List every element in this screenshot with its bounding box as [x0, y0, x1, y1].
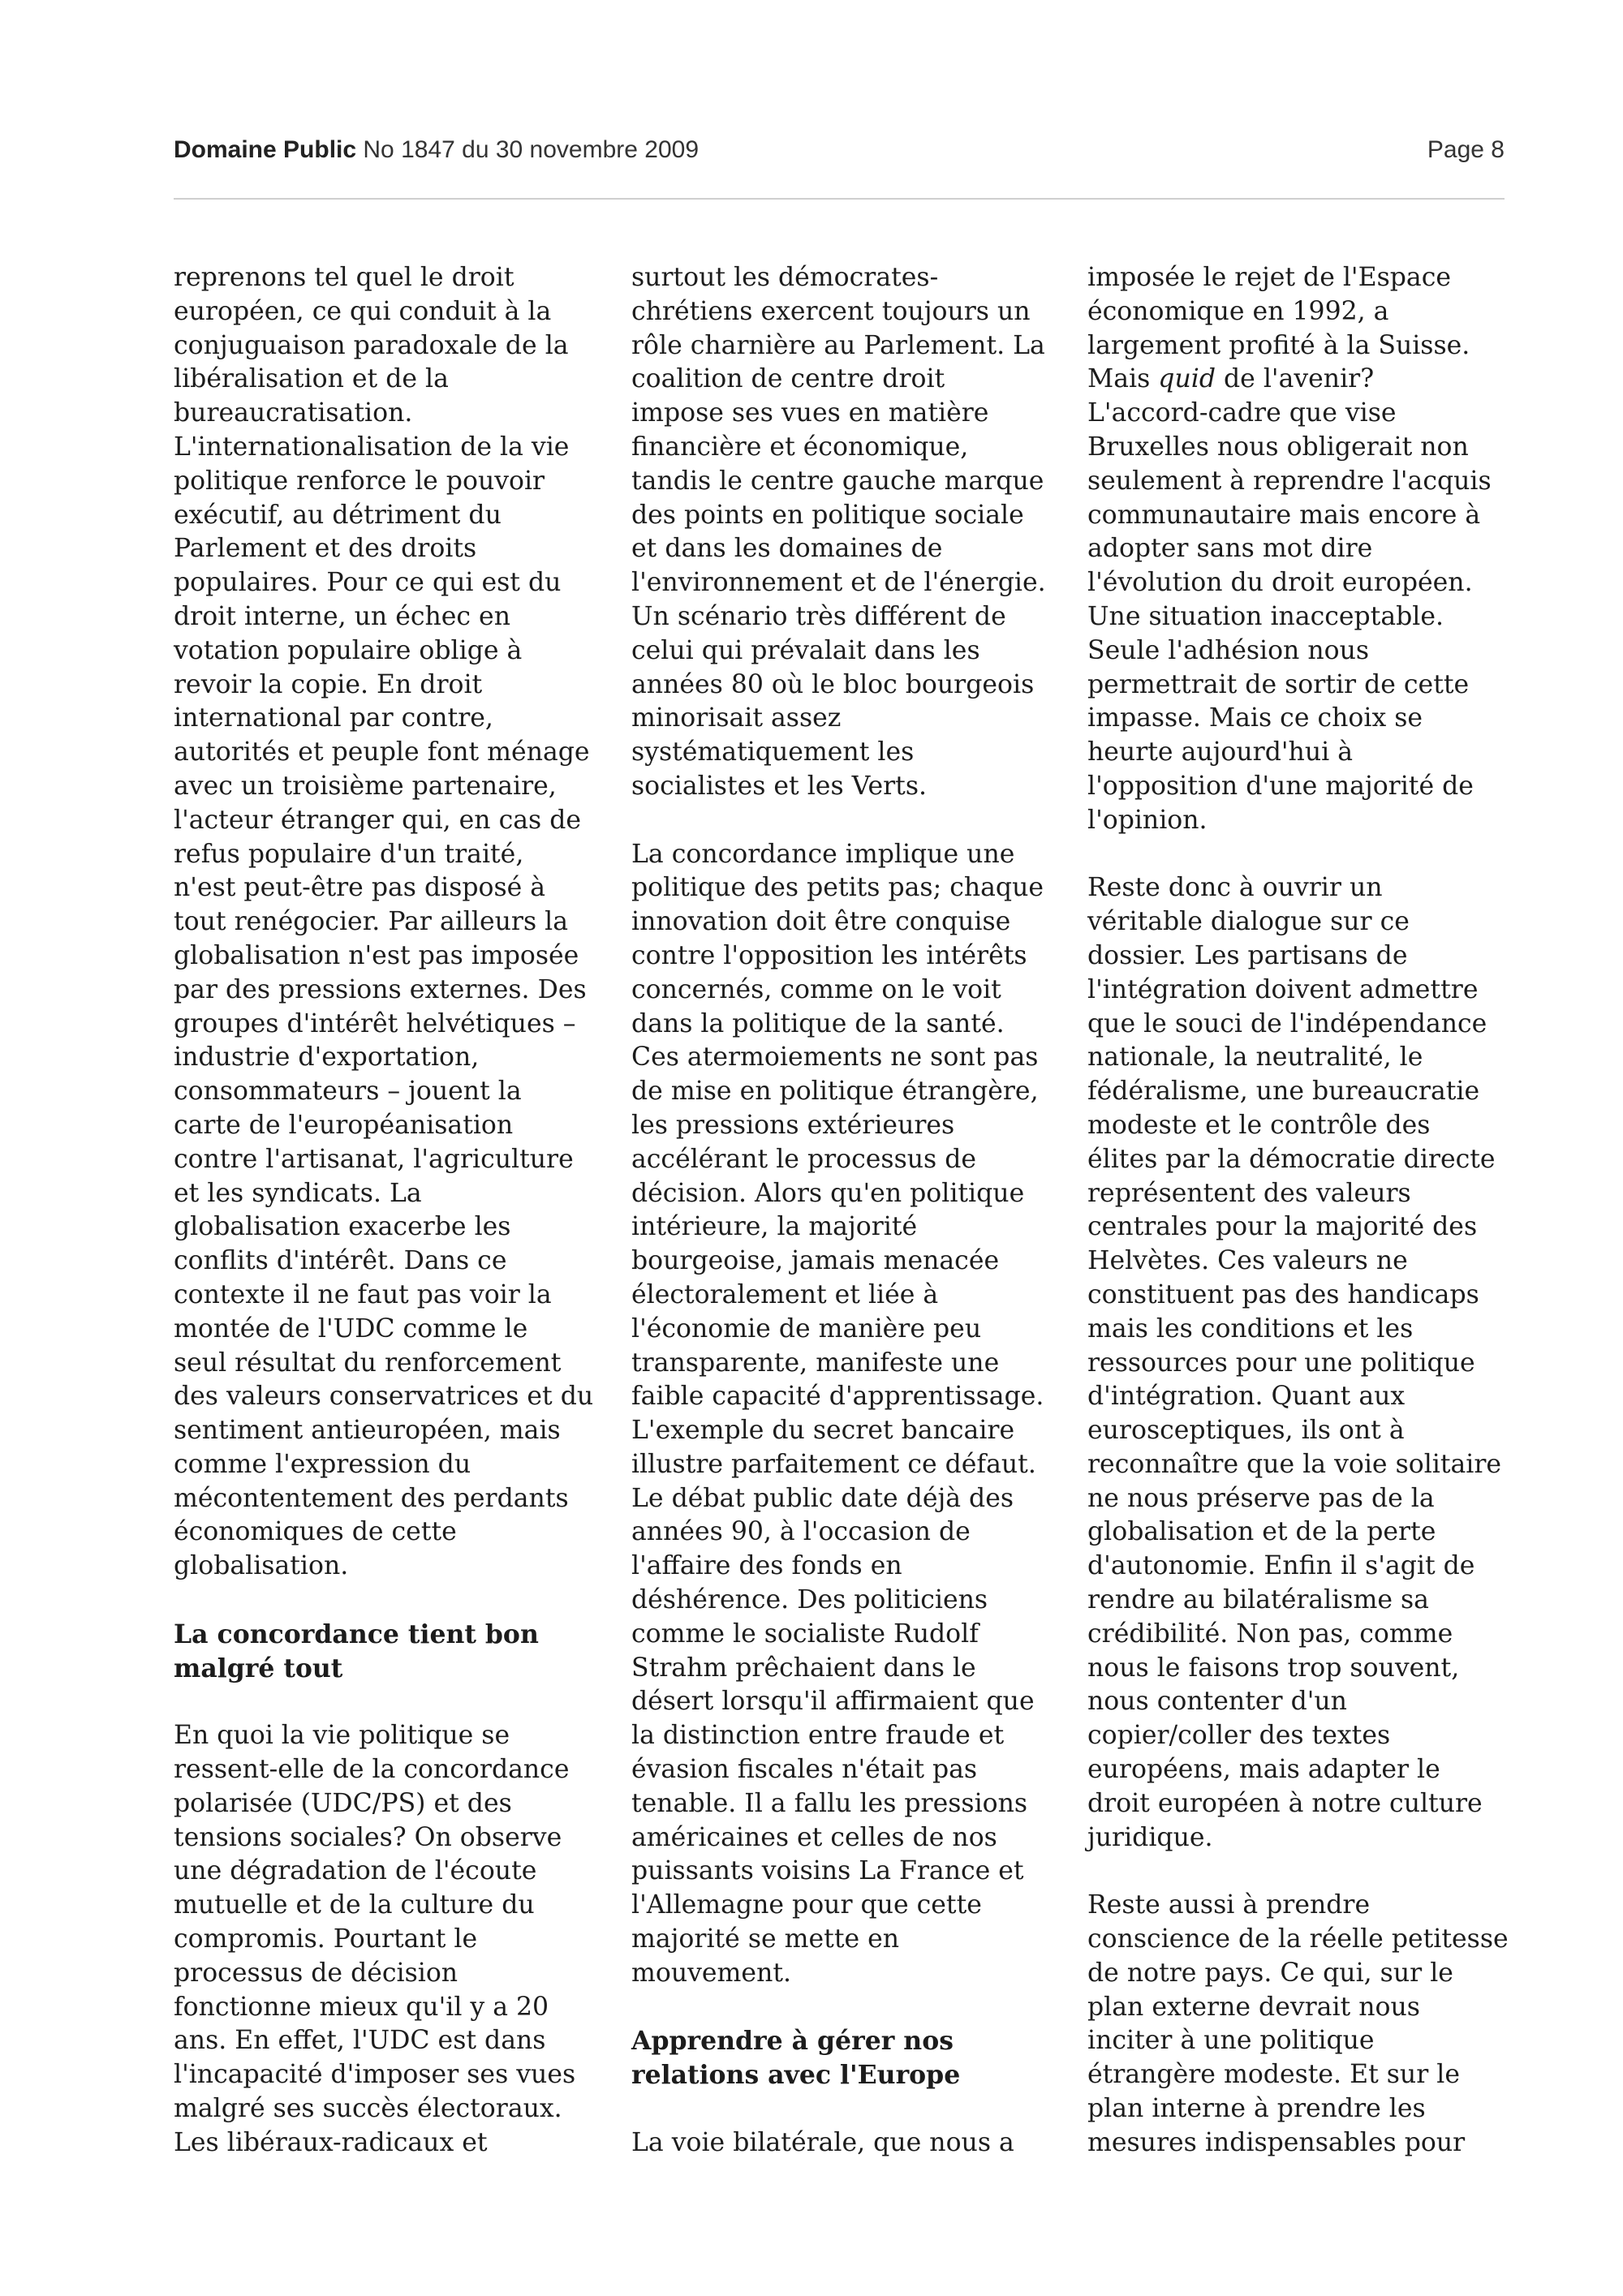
text-line: La voie bilatérale, que nous a [631, 2127, 1014, 2157]
text-line: revoir la copie. En droit [174, 669, 483, 699]
text-line: refus populaire d'un traité, [174, 839, 524, 869]
text-line: années 80 où le bloc bourgeois [631, 669, 1035, 699]
text-line: conjuguaison paradoxale de la [174, 330, 569, 360]
text-line: La concordance tient bon [174, 1619, 539, 1649]
paragraph-gap [174, 1685, 612, 1719]
text-line: accélérant le processus de [631, 1144, 977, 1174]
text-line: financière et économique, [631, 432, 969, 462]
paragraph [174, 261, 612, 1584]
text-line: l'Allemagne pour que cette [631, 1890, 982, 1920]
text-fragment: de l'avenir? [1216, 364, 1375, 394]
text-line: économique en 1992, a [1087, 296, 1389, 326]
text-line [1087, 363, 1526, 397]
text-line: Une situation inacceptable. [1087, 601, 1444, 631]
text-line: socialistes et les Verts. [631, 771, 928, 801]
text-line: malgré ses succès électoraux. [174, 2094, 562, 2124]
text-line: la distinction entre fraude et [631, 1721, 1005, 1751]
text-line: inciter à une politique [1087, 2026, 1375, 2056]
text-line: Apprendre à gérer nos [631, 2026, 954, 2057]
text-line: copier/coller des textes [1087, 1721, 1391, 1751]
section-heading [631, 2024, 1070, 2092]
text-line: Seule l'adhésion nous [1087, 635, 1370, 665]
text-line: fédéralisme, une bureaucratie [1087, 1077, 1480, 1107]
text-line: L'accord-cadre que vise [1087, 398, 1397, 428]
text-line: que le souci de l'indépendance [1087, 1008, 1487, 1038]
text-line: et dans les domaines de [631, 534, 943, 564]
text-line: innovation doit être conquise [631, 907, 1011, 937]
text-line: désert lorsqu'il affirmaient que [631, 1687, 1035, 1717]
text-line: véritable dialogue sur ce [1087, 907, 1410, 937]
text-line: bureaucratisation. [174, 398, 413, 428]
text-line: surtout les démocrates- [631, 263, 939, 292]
text-line: reprenons tel quel le droit [174, 263, 514, 292]
text-line: l'opinion. [1087, 805, 1208, 835]
text-line: l'acteur étranger qui, en cas de [174, 805, 582, 835]
text-line: nous contenter d'un [1087, 1687, 1347, 1717]
text-line: avec un troisième partenaire, [174, 771, 557, 801]
text-line: décision. Alors qu'en politique [631, 1178, 1025, 1208]
text-line: par des pressions externes. Des [174, 974, 587, 1004]
text-line: malgré tout [174, 1653, 343, 1683]
text-line: dossier. Les partisans de [1087, 940, 1408, 970]
text-line: l'affaire des fonds en [631, 1551, 902, 1581]
text-line: intérieure, la majorité [631, 1212, 918, 1242]
text-line: carte de l'européanisation [174, 1110, 514, 1140]
text-line: heurte aujourd'hui à [1087, 737, 1353, 767]
text-line: adopter sans mot dire [1087, 534, 1373, 564]
issue-info: No 1847 du 30 novembre 2009 [363, 136, 700, 163]
text-line: conscience de la réelle petitesse [1087, 1924, 1509, 1954]
paragraph [631, 261, 1070, 804]
text-line: Le débat public date déjà des [631, 1483, 1014, 1513]
text-line: mais les conditions et les [1087, 1314, 1414, 1344]
text-line: ressources pour une politique [1087, 1348, 1475, 1378]
text-line: groupes d'intérêt helvétiques – [174, 1008, 576, 1038]
text-line: Strahm prêchaient dans le [631, 1653, 976, 1683]
text-line: consommateurs – jouent la [174, 1077, 522, 1107]
column-1 [174, 261, 612, 2161]
text-line: d'autonomie. Enfin il s'agit de [1087, 1551, 1475, 1581]
text-fragment: Mais [1087, 364, 1159, 394]
text-line: nationale, la neutralité, le [1087, 1043, 1423, 1073]
text-line: coalition de centre droit [631, 364, 945, 394]
text-line: des points en politique sociale [631, 500, 1024, 530]
header-divider [174, 198, 1505, 200]
column-3 [1087, 261, 1526, 2161]
text-line: impose ses vues en matière [631, 398, 989, 428]
text-line: libéralisation et de la [174, 364, 449, 394]
column-2 [631, 261, 1070, 2161]
text-line: élites par la démocratie directe [1087, 1144, 1496, 1174]
paragraph [1087, 1889, 1526, 2160]
text-line: des valeurs conservatrices et du [174, 1382, 594, 1412]
text-line: globalisation et de la perte [1087, 1517, 1436, 1547]
paragraph [1087, 871, 1526, 1855]
text-line: comme le socialiste Rudolf [631, 1619, 979, 1649]
text-line: américaines et celles de nos [631, 1822, 997, 1852]
text-line: évasion fiscales n'était pas [631, 1755, 978, 1785]
text-line: politique des petits pas; chaque [631, 873, 1044, 903]
text-line: montée de l'UDC comme le [174, 1314, 528, 1344]
publication-name: Domaine Public [174, 136, 357, 163]
text-line: mutuelle et de la culture du [174, 1890, 535, 1920]
text-line: ne nous préserve pas de la [1087, 1483, 1435, 1513]
text-line: largement profité à la Suisse. [1087, 330, 1470, 360]
text-line: électoralement et liée à [631, 1279, 939, 1309]
paragraph [1087, 261, 1526, 397]
text-line: illustre parfaitement ce défaut. [631, 1449, 1036, 1479]
text-line: exécutif, au détriment du [174, 500, 502, 530]
paragraph [631, 2126, 1070, 2161]
text-line: Ces atermoiements ne sont pas [631, 1043, 1039, 1073]
publication-line [174, 136, 699, 164]
text-line: Reste aussi à prendre [1087, 1890, 1371, 1920]
text-line: contre l'opposition les intérêts [631, 940, 1027, 970]
text-line: droit interne, un échec en [174, 601, 510, 631]
text-line: dans la politique de la santé. [631, 1008, 1005, 1038]
text-line: Parlement et des droits [174, 534, 477, 564]
text-line: industrie d'exportation, [174, 1043, 480, 1073]
paragraph-gap [631, 2092, 1070, 2126]
text-line: l'environnement et de l'énergie. [631, 568, 1046, 598]
text-line: les pressions extérieures [631, 1110, 955, 1140]
text-line: l'opposition d'une majorité de [1087, 771, 1474, 801]
text-line: Reste donc à ouvrir un [1087, 873, 1383, 903]
text-line: mesures indispensables pour [1087, 2127, 1466, 2157]
text-line: polarisée (UDC/PS) et des [174, 1788, 512, 1818]
text-line: mouvement. [631, 1958, 792, 1988]
text-line: globalisation n'est pas imposée [174, 940, 579, 970]
text-line: fonctionne mieux qu'il y a 20 [174, 1992, 549, 2022]
text-line: et les syndicats. La [174, 1178, 422, 1208]
text-line: rôle charnière au Parlement. La [631, 330, 1045, 360]
paragraph-gap [631, 1991, 1070, 2025]
text-line: droit européen à notre culture [1087, 1788, 1483, 1818]
paragraph-gap [1087, 1855, 1526, 1889]
text-line: mécontentement des perdants [174, 1483, 569, 1513]
text-line: l'intégration doivent admettre [1087, 974, 1479, 1004]
text-line: impasse. Mais ce choix se [1087, 703, 1423, 733]
text-line: Un scénario très différent de [631, 601, 1006, 631]
text-line: tenable. Il a fallu les pressions [631, 1788, 1028, 1818]
text-line: déshérence. Des politiciens [631, 1585, 988, 1615]
text-line: contre l'artisanat, l'agriculture [174, 1144, 574, 1174]
text-line: Les libéraux-radicaux et [174, 2127, 488, 2157]
paragraph [1087, 397, 1526, 837]
text-line: globalisation. [174, 1551, 349, 1581]
text-line: européen, ce qui conduit à la [174, 296, 552, 326]
text-line: une dégradation de l'écoute [174, 1856, 537, 1886]
text-line: votation populaire oblige à [174, 635, 523, 665]
text-line: étrangère modeste. Et sur le [1087, 2060, 1460, 2090]
text-line: centrales pour la majorité des [1087, 1212, 1478, 1242]
text-line: constituent pas des handicaps [1087, 1279, 1479, 1309]
paragraph-gap [1087, 838, 1526, 872]
text-line: n'est peut-être pas disposé à [174, 873, 546, 903]
text-line: l'économie de manière peu [631, 1314, 982, 1344]
text-line: sentiment antieuropéen, mais [174, 1416, 561, 1446]
text-line: plan interne à prendre les [1087, 2094, 1426, 2124]
text-line: transparente, manifeste une [631, 1348, 1000, 1378]
text-line: rendre au bilatéralisme sa [1087, 1585, 1429, 1615]
text-line: d'intégration. Quant aux [1087, 1382, 1406, 1412]
text-line: relations avec l'Europe [631, 2060, 961, 2091]
text-line: reconnaître que la voie solitaire [1087, 1449, 1502, 1479]
text-line: l'incapacité d'imposer ses vues [174, 2060, 576, 2090]
text-line: minorisait assez [631, 703, 842, 733]
text-line: permettrait de sortir de cette [1087, 669, 1470, 699]
text-line: celui qui prévalait dans les [631, 635, 980, 665]
paragraph [631, 838, 1070, 1991]
text-line: L'exemple du secret bancaire [631, 1416, 1015, 1446]
paragraph-gap [631, 804, 1070, 838]
text-line: majorité se mette en [631, 1924, 900, 1954]
text-line: contexte il ne faut pas voir la [174, 1279, 552, 1309]
text-line: chrétiens exercent toujours un [631, 296, 1031, 326]
text-line: processus de décision [174, 1958, 458, 1988]
text-line: de notre pays. Ce qui, sur le [1087, 1958, 1453, 1988]
text-line: En quoi la vie politique se [174, 1721, 510, 1751]
text-line: bourgeoise, jamais menacée [631, 1246, 1000, 1276]
text-line: tandis le centre gauche marque [631, 466, 1044, 496]
emphasis-text: quid [1158, 364, 1216, 394]
text-line: de mise en politique étrangère, [631, 1077, 1039, 1107]
text-line: international par contre, [174, 703, 493, 733]
page-number: Page 8 [1427, 136, 1505, 163]
text-line: communautaire mais encore à [1087, 500, 1481, 530]
text-line: tensions sociales? On observe [174, 1822, 562, 1852]
text-line: années 90, à l'occasion de [631, 1517, 971, 1547]
text-line: L'internationalisation de la vie [174, 432, 570, 462]
text-line: concernés, comme on le voit [631, 974, 1001, 1004]
text-line: juridique. [1087, 1822, 1213, 1852]
text-line: eurosceptiques, ils ont à [1087, 1416, 1405, 1446]
paragraph [174, 1719, 612, 2160]
paragraph-gap [174, 1584, 612, 1618]
text-line: plan externe devrait nous [1087, 1992, 1420, 2022]
text-line: européens, mais adapter le [1087, 1755, 1440, 1785]
text-line: populaires. Pour ce qui est du [174, 568, 562, 598]
text-line: conflits d'intérêt. Dans ce [174, 1246, 507, 1276]
text-line: économiques de cette [174, 1517, 457, 1547]
text-line: tout renégocier. Par ailleurs la [174, 907, 568, 937]
text-line: seulement à reprendre l'acquis [1087, 466, 1492, 496]
text-line: autorités et peuple font ménage [174, 737, 590, 767]
page-header [174, 136, 1505, 177]
text-line: représentent des valeurs [1087, 1178, 1411, 1208]
text-line: systématiquement les [631, 737, 915, 767]
text-line: nous le faisons trop souvent, [1087, 1653, 1460, 1683]
text-line: politique renforce le pouvoir [174, 466, 545, 496]
text-line: modeste et le contrôle des [1087, 1110, 1431, 1140]
text-line: Bruxelles nous obligerait non [1087, 432, 1469, 462]
text-line: faible capacité d'apprentissage. [631, 1382, 1044, 1412]
text-line: imposée le rejet de l'Espace [1087, 263, 1451, 292]
text-line: crédibilité. Non pas, comme [1087, 1619, 1453, 1649]
text-line: La concordance implique une [631, 839, 1015, 869]
section-heading [174, 1618, 612, 1686]
text-line: compromis. Pourtant le [174, 1924, 478, 1954]
text-line: puissants voisins La France et [631, 1856, 1024, 1886]
text-line: ressent-elle de la concordance [174, 1755, 570, 1785]
text-line: comme l'expression du [174, 1449, 471, 1479]
text-line: globalisation exacerbe les [174, 1212, 511, 1242]
text-line: seul résultat du renforcement [174, 1348, 562, 1378]
text-line: l'évolution du droit européen. [1087, 568, 1473, 598]
text-line: ans. En effet, l'UDC est dans [174, 2026, 546, 2056]
text-line: Helvètes. Ces valeurs ne [1087, 1246, 1408, 1276]
